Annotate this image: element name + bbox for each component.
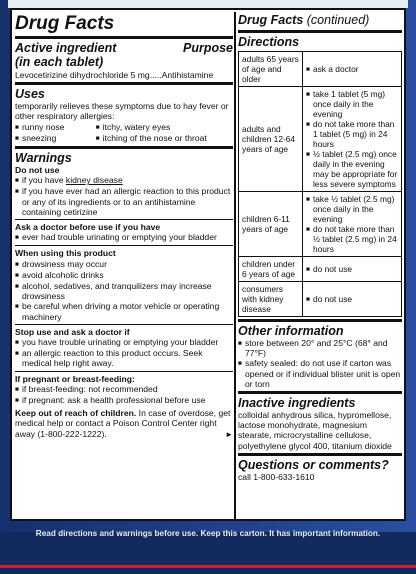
table-row <box>239 257 402 282</box>
active-ingredient-line: Levocetirizine dihydrochloride 5 mg.....Antihistamine <box>15 70 214 80</box>
pregnant-item: ■ if breast-feeding: not recommended <box>15 384 233 395</box>
ask-doctor-item: ■ ever had trouble urinating or emptying your bladder <box>15 232 233 243</box>
dose-cell: ■ ask a doctor <box>303 52 402 87</box>
carton-top-edge <box>8 0 408 8</box>
questions-section <box>238 458 402 482</box>
kidney-disease-text: kidney disease <box>65 175 123 186</box>
drug-facts-panel <box>10 8 406 521</box>
active-ingredient-subheading: (in each tablet) <box>15 55 104 69</box>
directions-rule <box>238 319 402 322</box>
keep-out-of-reach: Keep out of reach of children. In case of overdose, get medical help or contact a Poison Control Center right away (1-800-222-1222). <box>15 408 231 439</box>
purpose-heading: Purpose <box>182 41 233 55</box>
drug-facts-left-column <box>15 13 233 518</box>
warnings-section <box>15 151 233 440</box>
active-rule <box>15 82 233 85</box>
inactive-rule <box>238 453 402 456</box>
uses-intro: temporarily relieves these symptoms due to hay fever or other respiratory allergies: <box>15 101 229 122</box>
carton-footer-text: Read directions and warnings before use. Keep this carton. It has important information. <box>35 529 381 538</box>
age-cell: children under 6 years of age <box>239 257 303 282</box>
column-divider <box>234 12 236 519</box>
drug-facts-title: Drug Facts <box>15 13 115 34</box>
directions-heading: Directions <box>238 35 300 49</box>
continued-title: Drug Facts (continued) <box>238 13 370 27</box>
when-using-heading: When using this product <box>15 248 116 259</box>
stop-use-heading: Stop use and ask a doctor if <box>15 326 130 337</box>
uses-rule <box>15 146 233 149</box>
continued-rule <box>238 30 402 33</box>
age-cell: consumers with kidney disease <box>239 282 303 317</box>
table-row <box>239 87 402 192</box>
warnings-rule <box>15 371 233 372</box>
use-item: ■ runny nose <box>15 122 96 133</box>
other-information-section <box>238 324 402 389</box>
carton-red-stripe <box>0 565 416 568</box>
stop-use-item: ■ an allergic reaction to this product occurs. Seek medical help right away. <box>15 348 233 368</box>
questions-phone: call 1-800-633-1610 <box>238 471 315 482</box>
warnings-heading: Warnings <box>15 151 72 166</box>
do-not-use-item: ■ if you have ever had an allergic reaction to this product or any of its ingredients or to an antihistamine containing cetirizine <box>15 186 233 217</box>
continue-arrow-icon: ► <box>225 429 233 439</box>
pregnant-item: ■ if pregnant: ask a health professional before use <box>15 395 233 406</box>
ask-doctor-heading: Ask a doctor before use if you have <box>15 222 161 233</box>
dose-cell: ■ do not use <box>303 282 402 317</box>
when-using-item: ■ avoid alcoholic drinks <box>15 270 233 281</box>
active-ingredient-heading: Active ingredient <box>15 41 117 55</box>
use-item: ■ itchy, watery eyes <box>96 122 233 133</box>
active-ingredient-section <box>15 41 233 80</box>
when-using-item: ■ drowsiness may occur <box>15 259 233 270</box>
age-cell: adults 65 years of age and older <box>239 52 303 87</box>
dose-cell: ■ do not use <box>303 257 402 282</box>
warnings-rule <box>15 245 233 246</box>
questions-heading: Questions or comments? <box>238 457 389 472</box>
age-cell: children 6-11 years of age <box>239 192 303 257</box>
other-information-heading: Other information <box>238 324 344 338</box>
use-item: ■ itching of the nose or throat <box>96 133 233 144</box>
other-rule <box>238 391 402 394</box>
use-item: ■ sneezing <box>15 133 96 144</box>
table-row <box>239 192 402 257</box>
other-info-item: ■ safety sealed: do not use if carton was opened or if individual blister unit is open or torn <box>238 358 402 389</box>
stop-use-item: ■ you have trouble urinating or emptying your bladder <box>15 337 233 348</box>
do-not-use-item: ■ if you have kidney disease <box>15 175 233 186</box>
do-not-use-heading: Do not use <box>15 165 60 176</box>
inactive-ingredients-heading: Inactive ingredients <box>238 396 356 411</box>
table-row <box>239 52 402 87</box>
when-using-item: ■ alcohol, sedatives, and tranquilizers may increase drowsiness <box>15 281 233 301</box>
table-row <box>239 282 402 317</box>
inactive-ingredients-text: colloidal anhydrous silica, hypromellose, lactose monohydrate, magnesium stearate, microcrystalline cellulose, polyethylene glycol 400, titanium dioxide <box>238 410 392 451</box>
uses-heading: Uses <box>15 87 45 102</box>
dose-cell: ■ take ½ tablet (2.5 mg) once daily in the evening ■ do not take more than ½ tablet (2.5 mg) in 24 hours <box>303 192 402 257</box>
inactive-ingredients-section <box>238 396 402 451</box>
directions-table <box>238 51 402 317</box>
uses-section <box>15 87 233 144</box>
dose-cell: ■ take 1 tablet (5 mg) once daily in the evening ■ do not take more than 1 tablet (5 mg) in 24 hours ■ ½ tablet (2.5 mg) once daily in the evening may be appropriate for less severe symptoms <box>303 87 402 192</box>
other-info-item: ■ store between 20° and 25°C (68° and 77°F) <box>238 338 402 358</box>
when-using-item: ■ be careful when driving a motor vehicle or operating machinery <box>15 301 233 321</box>
warnings-rule <box>15 324 233 325</box>
drug-facts-right-column <box>238 13 402 518</box>
title-rule <box>15 36 233 39</box>
warnings-rule <box>15 219 233 220</box>
pregnant-heading: If pregnant or breast-feeding: <box>15 373 135 384</box>
age-cell: adults and children 12-64 years of age <box>239 87 303 192</box>
